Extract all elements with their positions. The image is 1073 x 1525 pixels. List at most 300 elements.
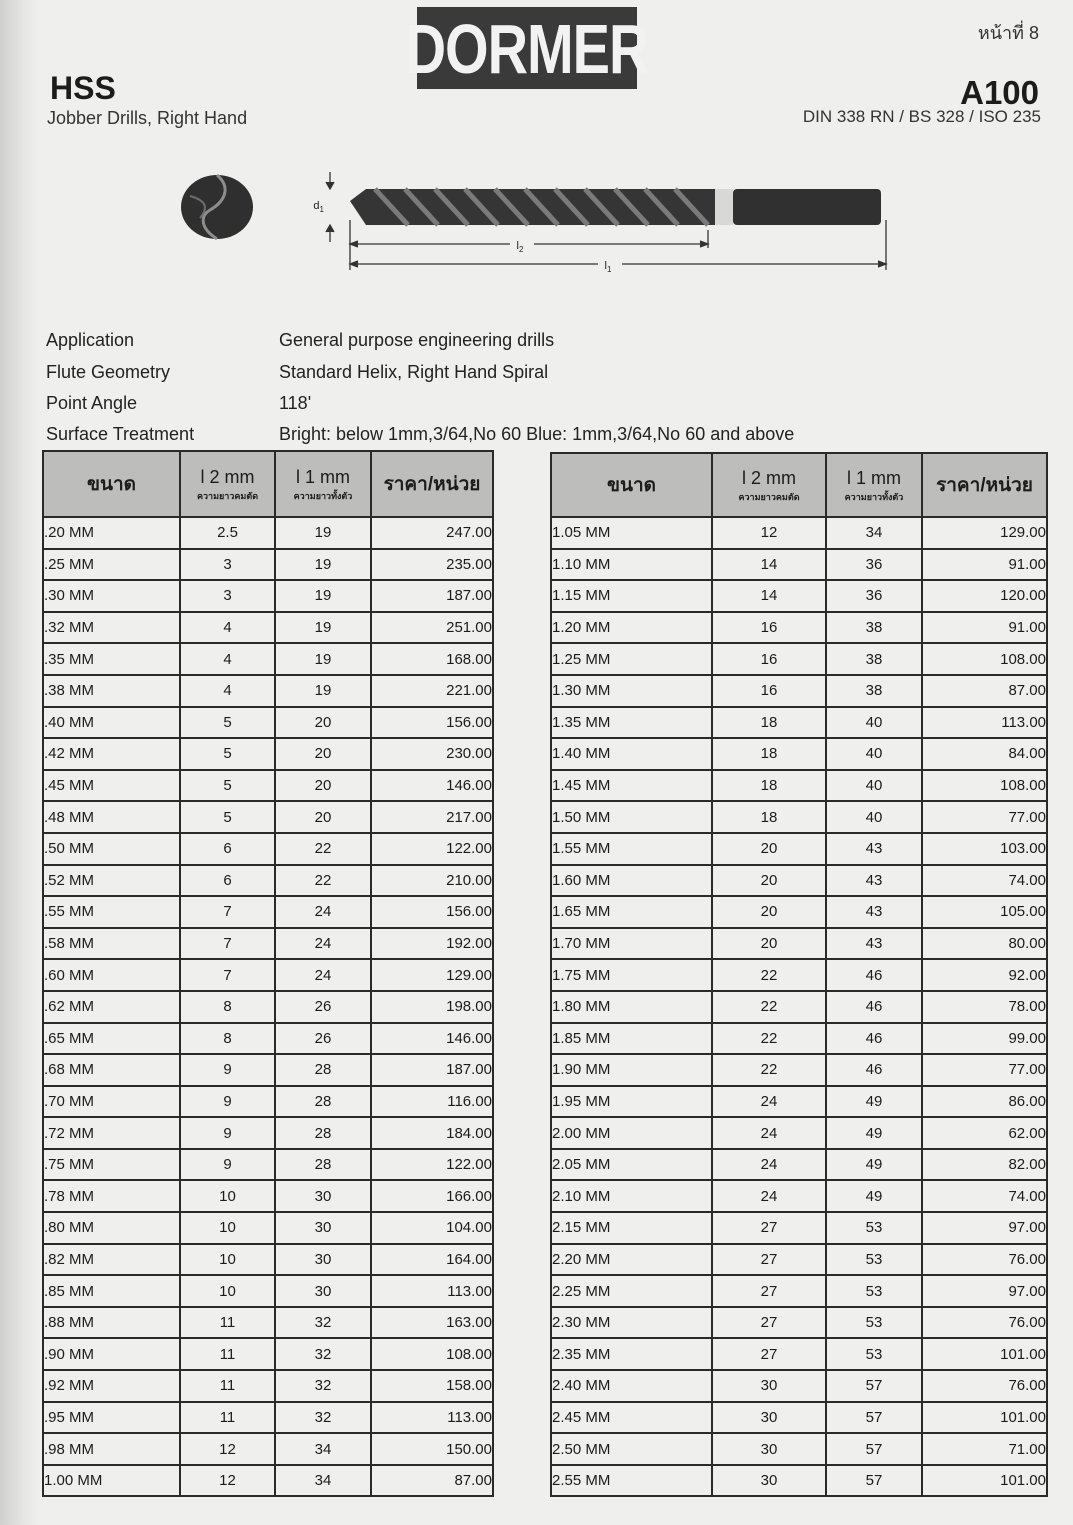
- header-size: ขนาด: [551, 453, 712, 517]
- table-row: [551, 1275, 1047, 1307]
- cell-l1: 38: [826, 643, 922, 675]
- cell-l2: 24: [712, 1117, 826, 1149]
- cell-l2: 4: [180, 675, 275, 707]
- cell-price: 99.00: [922, 1023, 1047, 1055]
- cell-l2: 20: [712, 928, 826, 960]
- table-row: [551, 896, 1047, 928]
- table-row: [551, 675, 1047, 707]
- cell-price: 122.00: [371, 1149, 493, 1181]
- cell-l1: 34: [826, 517, 922, 549]
- cell-l1: 53: [826, 1212, 922, 1244]
- cell-l2: 10: [180, 1212, 275, 1244]
- cell-l1: 53: [826, 1244, 922, 1276]
- cell-l2: 9: [180, 1054, 275, 1086]
- cell-size: .45 MM: [43, 770, 180, 802]
- table-row: [43, 1370, 493, 1402]
- cell-l2: 20: [712, 833, 826, 865]
- cell-size: 1.20 MM: [551, 612, 712, 644]
- cell-price: 108.00: [371, 1338, 493, 1370]
- table-row: [43, 549, 493, 581]
- cell-l1: 43: [826, 865, 922, 897]
- cell-l1: 19: [275, 612, 371, 644]
- cell-l1: 57: [826, 1433, 922, 1465]
- cell-l2: 12: [180, 1465, 275, 1497]
- cell-l1: 36: [826, 580, 922, 612]
- cell-l2: 12: [712, 517, 826, 549]
- cell-l1: 53: [826, 1307, 922, 1339]
- table-row: [43, 1117, 493, 1149]
- cell-price: 74.00: [922, 865, 1047, 897]
- cell-price: 101.00: [922, 1402, 1047, 1434]
- cell-price: 251.00: [371, 612, 493, 644]
- d1-sub: 1: [319, 205, 324, 214]
- cell-size: .20 MM: [43, 517, 180, 549]
- cell-price: 156.00: [371, 707, 493, 739]
- cell-l1: 34: [275, 1465, 371, 1497]
- cell-size: .95 MM: [43, 1402, 180, 1434]
- cell-l2: 18: [712, 770, 826, 802]
- cell-size: .68 MM: [43, 1054, 180, 1086]
- cell-price: 86.00: [922, 1086, 1047, 1118]
- table-row: [43, 1244, 493, 1276]
- table-row: [551, 1370, 1047, 1402]
- table-row: [551, 517, 1047, 549]
- cell-l2: 16: [712, 675, 826, 707]
- cell-price: 150.00: [371, 1433, 493, 1465]
- product-code: A100: [960, 74, 1039, 111]
- table-row: [551, 643, 1047, 675]
- cell-l1: 43: [826, 928, 922, 960]
- cell-l1: 43: [826, 833, 922, 865]
- cell-size: .55 MM: [43, 896, 180, 928]
- cell-l2: 30: [712, 1465, 826, 1497]
- header-l1-label: l 1 mm: [296, 467, 350, 487]
- table-row: [551, 959, 1047, 991]
- cell-price: 91.00: [922, 612, 1047, 644]
- cell-l1: 49: [826, 1149, 922, 1181]
- cell-l1: 20: [275, 738, 371, 770]
- cell-l2: 20: [712, 896, 826, 928]
- spec-label: Point Angle: [46, 393, 138, 413]
- cell-size: .25 MM: [43, 549, 180, 581]
- table-row: [551, 1117, 1047, 1149]
- cell-l2: 9: [180, 1149, 275, 1181]
- cell-l2: 22: [712, 1023, 826, 1055]
- header-l2-label: l 2 mm: [742, 468, 796, 488]
- standards-text: DIN 338 RN / BS 328 / ISO 235: [802, 107, 1041, 126]
- header-price: ราคา/หน่วย: [371, 451, 493, 517]
- cell-size: 2.30 MM: [551, 1307, 712, 1339]
- table-row: [551, 1054, 1047, 1086]
- header-l2-sub: ความยาวคมตัด: [738, 492, 800, 502]
- cell-size: 1.25 MM: [551, 643, 712, 675]
- cell-l2: 11: [180, 1402, 275, 1434]
- cell-price: 84.00: [922, 738, 1047, 770]
- table-row: [551, 549, 1047, 581]
- cell-size: 1.05 MM: [551, 517, 712, 549]
- price-table-right: [550, 452, 1048, 1497]
- cell-price: 235.00: [371, 549, 493, 581]
- table-row: [43, 1465, 493, 1497]
- cell-size: 1.65 MM: [551, 896, 712, 928]
- cell-size: 2.15 MM: [551, 1212, 712, 1244]
- cell-size: 2.45 MM: [551, 1402, 712, 1434]
- cell-price: 166.00: [371, 1180, 493, 1212]
- cell-l1: 22: [275, 865, 371, 897]
- price-table-left-body: [43, 517, 493, 1496]
- table-row: [43, 928, 493, 960]
- cell-size: 1.80 MM: [551, 991, 712, 1023]
- cell-l2: 4: [180, 643, 275, 675]
- cell-size: 1.15 MM: [551, 580, 712, 612]
- cell-l2: 6: [180, 865, 275, 897]
- cell-price: 122.00: [371, 833, 493, 865]
- cell-price: 198.00: [371, 991, 493, 1023]
- table-row: [43, 1275, 493, 1307]
- cell-l2: 5: [180, 707, 275, 739]
- cell-l1: 20: [275, 770, 371, 802]
- cell-l1: 46: [826, 991, 922, 1023]
- spec-value: Bright: below 1mm,3/64,No 60 Blue: 1mm,3/64,No 60 and above: [279, 424, 795, 444]
- material-title: HSS: [50, 70, 116, 106]
- cell-l2: 6: [180, 833, 275, 865]
- cell-l1: 19: [275, 675, 371, 707]
- cell-price: 158.00: [371, 1370, 493, 1402]
- cell-l2: 4: [180, 612, 275, 644]
- cell-l1: 26: [275, 991, 371, 1023]
- table-row: [551, 1338, 1047, 1370]
- cell-l1: 36: [826, 549, 922, 581]
- table-row: [551, 580, 1047, 612]
- cell-size: .40 MM: [43, 707, 180, 739]
- cell-l1: 46: [826, 1054, 922, 1086]
- cell-price: 103.00: [922, 833, 1047, 865]
- table-row: [551, 1180, 1047, 1212]
- table-row: [43, 1433, 493, 1465]
- cell-price: 129.00: [922, 517, 1047, 549]
- cell-price: 217.00: [371, 801, 493, 833]
- cell-price: 192.00: [371, 928, 493, 960]
- table-row: [43, 675, 493, 707]
- svg-text:d1: [313, 200, 324, 214]
- table-row: [43, 991, 493, 1023]
- cell-l2: 8: [180, 991, 275, 1023]
- cell-size: .48 MM: [43, 801, 180, 833]
- brand-logo: [405, 7, 649, 89]
- cell-size: 1.90 MM: [551, 1054, 712, 1086]
- spec-label: Application: [46, 330, 135, 350]
- cell-price: 210.00: [371, 865, 493, 897]
- cell-price: 156.00: [371, 896, 493, 928]
- cell-price: 78.00: [922, 991, 1047, 1023]
- cell-l2: 27: [712, 1275, 826, 1307]
- drill-side-view-icon: [350, 189, 881, 225]
- cell-price: 74.00: [922, 1180, 1047, 1212]
- header-l2-label: l 2 mm: [200, 467, 255, 487]
- cell-size: 2.10 MM: [551, 1180, 712, 1212]
- cell-size: 1.45 MM: [551, 770, 712, 802]
- table-row: [43, 959, 493, 991]
- cell-l2: 16: [712, 643, 826, 675]
- cell-l1: 38: [826, 675, 922, 707]
- cell-size: 1.50 MM: [551, 801, 712, 833]
- l1-sub: 1: [607, 265, 612, 274]
- cell-price: 91.00: [922, 549, 1047, 581]
- cell-price: 62.00: [922, 1117, 1047, 1149]
- cell-price: 108.00: [922, 643, 1047, 675]
- cell-l1: 32: [275, 1338, 371, 1370]
- cell-l2: 22: [712, 959, 826, 991]
- l2-sub: 2: [519, 245, 524, 254]
- cell-l2: 18: [712, 738, 826, 770]
- cell-l1: 28: [275, 1054, 371, 1086]
- table-row: [43, 896, 493, 928]
- cell-price: 77.00: [922, 801, 1047, 833]
- cell-l1: 28: [275, 1117, 371, 1149]
- table-row: [43, 770, 493, 802]
- header-l2-sub: ความยาวคมตัด: [196, 491, 259, 501]
- cell-price: 187.00: [371, 580, 493, 612]
- cell-size: .82 MM: [43, 1244, 180, 1276]
- cell-size: 1.70 MM: [551, 928, 712, 960]
- table-row: [551, 1086, 1047, 1118]
- cell-price: 221.00: [371, 675, 493, 707]
- cell-l2: 30: [712, 1433, 826, 1465]
- table-row: [551, 1433, 1047, 1465]
- cell-l2: 7: [180, 959, 275, 991]
- cell-l1: 24: [275, 928, 371, 960]
- cell-price: 168.00: [371, 643, 493, 675]
- cell-price: 184.00: [371, 1117, 493, 1149]
- cell-l1: 28: [275, 1149, 371, 1181]
- table-row: [43, 865, 493, 897]
- cell-price: 230.00: [371, 738, 493, 770]
- table-row: [551, 1149, 1047, 1181]
- table-row: [43, 612, 493, 644]
- cell-l1: 57: [826, 1402, 922, 1434]
- cell-l1: 53: [826, 1338, 922, 1370]
- cell-size: .35 MM: [43, 643, 180, 675]
- table-row: [43, 580, 493, 612]
- cell-size: .32 MM: [43, 612, 180, 644]
- table-row: [551, 1023, 1047, 1055]
- cell-size: .60 MM: [43, 959, 180, 991]
- cell-l1: 30: [275, 1244, 371, 1276]
- cell-size: 1.85 MM: [551, 1023, 712, 1055]
- page-number: หน้าที่ 8: [977, 23, 1039, 43]
- cell-l2: 24: [712, 1086, 826, 1118]
- cell-l1: 24: [275, 959, 371, 991]
- cell-l2: 18: [712, 707, 826, 739]
- table-row: [43, 1023, 493, 1055]
- cell-price: 113.00: [922, 707, 1047, 739]
- cell-l2: 14: [712, 580, 826, 612]
- cell-l2: 3: [180, 580, 275, 612]
- cell-l1: 22: [275, 833, 371, 865]
- cell-price: 164.00: [371, 1244, 493, 1276]
- cell-l1: 49: [826, 1086, 922, 1118]
- l2-label: l: [516, 240, 519, 252]
- spec-label: Flute Geometry: [46, 362, 171, 382]
- spec-value: 118': [279, 393, 312, 413]
- cell-price: 87.00: [922, 675, 1047, 707]
- table-row: [551, 928, 1047, 960]
- cell-l2: 9: [180, 1117, 275, 1149]
- cell-l2: 3: [180, 549, 275, 581]
- table-row: [551, 612, 1047, 644]
- cell-l2: 11: [180, 1307, 275, 1339]
- cell-price: 108.00: [922, 770, 1047, 802]
- cell-l2: 5: [180, 770, 275, 802]
- header-price: ราคา/หน่วย: [922, 453, 1047, 517]
- cell-price: 120.00: [922, 580, 1047, 612]
- cell-l1: 38: [826, 612, 922, 644]
- cell-l2: 27: [712, 1307, 826, 1339]
- cell-size: .70 MM: [43, 1086, 180, 1118]
- price-table-left: [42, 450, 494, 1497]
- cell-price: 80.00: [922, 928, 1047, 960]
- header-l2: [712, 453, 826, 517]
- table-row: [551, 865, 1047, 897]
- cell-l1: 57: [826, 1370, 922, 1402]
- cell-price: 76.00: [922, 1307, 1047, 1339]
- table-row: [43, 1402, 493, 1434]
- cell-size: 2.55 MM: [551, 1465, 712, 1497]
- cell-size: .85 MM: [43, 1275, 180, 1307]
- cell-price: 97.00: [922, 1212, 1047, 1244]
- cell-l1: 53: [826, 1275, 922, 1307]
- table-row: [43, 1086, 493, 1118]
- cell-price: 146.00: [371, 1023, 493, 1055]
- cell-l2: 2.5: [180, 517, 275, 549]
- cell-size: .30 MM: [43, 580, 180, 612]
- table-row: [43, 1054, 493, 1086]
- cell-l1: 19: [275, 580, 371, 612]
- cell-l1: 49: [826, 1117, 922, 1149]
- cell-l2: 10: [180, 1180, 275, 1212]
- d1-label: d: [313, 200, 320, 212]
- cell-size: 2.25 MM: [551, 1275, 712, 1307]
- cell-price: 76.00: [922, 1244, 1047, 1276]
- cell-price: 187.00: [371, 1054, 493, 1086]
- cell-l2: 11: [180, 1338, 275, 1370]
- cell-l2: 27: [712, 1212, 826, 1244]
- table-row: [43, 707, 493, 739]
- table-row: [43, 1212, 493, 1244]
- cell-l1: 32: [275, 1307, 371, 1339]
- cell-size: 1.95 MM: [551, 1086, 712, 1118]
- cell-size: 1.60 MM: [551, 865, 712, 897]
- cell-price: 113.00: [371, 1402, 493, 1434]
- cell-price: 92.00: [922, 959, 1047, 991]
- cell-size: 1.75 MM: [551, 959, 712, 991]
- cell-size: .62 MM: [43, 991, 180, 1023]
- table-row: [551, 1465, 1047, 1497]
- spec-value: Standard Helix, Right Hand Spiral: [279, 362, 549, 382]
- cell-size: .88 MM: [43, 1307, 180, 1339]
- book-spine-shadow: [0, 0, 40, 1525]
- cell-l2: 5: [180, 801, 275, 833]
- table-row: [551, 738, 1047, 770]
- cell-price: 97.00: [922, 1275, 1047, 1307]
- cell-l2: 20: [712, 865, 826, 897]
- cell-l1: 46: [826, 1023, 922, 1055]
- cell-l1: 30: [275, 1180, 371, 1212]
- cell-size: .92 MM: [43, 1370, 180, 1402]
- l1-label: l: [604, 260, 607, 272]
- table-row: [43, 801, 493, 833]
- cell-size: .75 MM: [43, 1149, 180, 1181]
- cell-l1: 46: [826, 959, 922, 991]
- header-l1: [275, 451, 371, 517]
- table-row: [551, 833, 1047, 865]
- cell-price: 129.00: [371, 959, 493, 991]
- cell-l1: 32: [275, 1402, 371, 1434]
- table-row: [43, 1149, 493, 1181]
- cell-size: 1.30 MM: [551, 675, 712, 707]
- cell-price: 87.00: [371, 1465, 493, 1497]
- cell-l2: 27: [712, 1338, 826, 1370]
- price-table-right-body: [551, 517, 1047, 1496]
- cell-l2: 30: [712, 1370, 826, 1402]
- cell-size: .38 MM: [43, 675, 180, 707]
- table-row: [43, 738, 493, 770]
- cell-l1: 20: [275, 707, 371, 739]
- cell-price: 113.00: [371, 1275, 493, 1307]
- cell-l1: 20: [275, 801, 371, 833]
- cell-l1: 30: [275, 1212, 371, 1244]
- spec-label: Surface Treatment: [46, 424, 195, 444]
- cell-size: 2.35 MM: [551, 1338, 712, 1370]
- table-row: [43, 643, 493, 675]
- cell-size: 2.00 MM: [551, 1117, 712, 1149]
- cell-size: .98 MM: [43, 1433, 180, 1465]
- table-row: [43, 833, 493, 865]
- cell-l1: 19: [275, 517, 371, 549]
- cell-price: 247.00: [371, 517, 493, 549]
- cell-size: 2.50 MM: [551, 1433, 712, 1465]
- cell-price: 101.00: [922, 1338, 1047, 1370]
- cell-price: 105.00: [922, 896, 1047, 928]
- cell-price: 163.00: [371, 1307, 493, 1339]
- cell-l1: 19: [275, 643, 371, 675]
- cell-l2: 24: [712, 1180, 826, 1212]
- brand-logo-text: DORMER: [405, 8, 649, 88]
- table-row: [551, 1307, 1047, 1339]
- cell-size: .90 MM: [43, 1338, 180, 1370]
- table-row: [551, 770, 1047, 802]
- cell-size: 2.40 MM: [551, 1370, 712, 1402]
- cell-l2: 22: [712, 1054, 826, 1086]
- table-row: [551, 1212, 1047, 1244]
- cell-l1: 24: [275, 896, 371, 928]
- cell-size: .65 MM: [43, 1023, 180, 1055]
- header-l1: [826, 453, 922, 517]
- cell-price: 101.00: [922, 1465, 1047, 1497]
- cell-l1: 32: [275, 1370, 371, 1402]
- cell-size: .58 MM: [43, 928, 180, 960]
- header-l2: [180, 451, 275, 517]
- cell-price: 146.00: [371, 770, 493, 802]
- svg-text:l2: [517, 240, 524, 254]
- cell-size: 2.20 MM: [551, 1244, 712, 1276]
- cell-l1: 28: [275, 1086, 371, 1118]
- table-row: [43, 1180, 493, 1212]
- cell-size: 1.00 MM: [43, 1465, 180, 1497]
- cell-price: 76.00: [922, 1370, 1047, 1402]
- spec-value: General purpose engineering drills: [279, 330, 555, 350]
- cell-l1: 40: [826, 707, 922, 739]
